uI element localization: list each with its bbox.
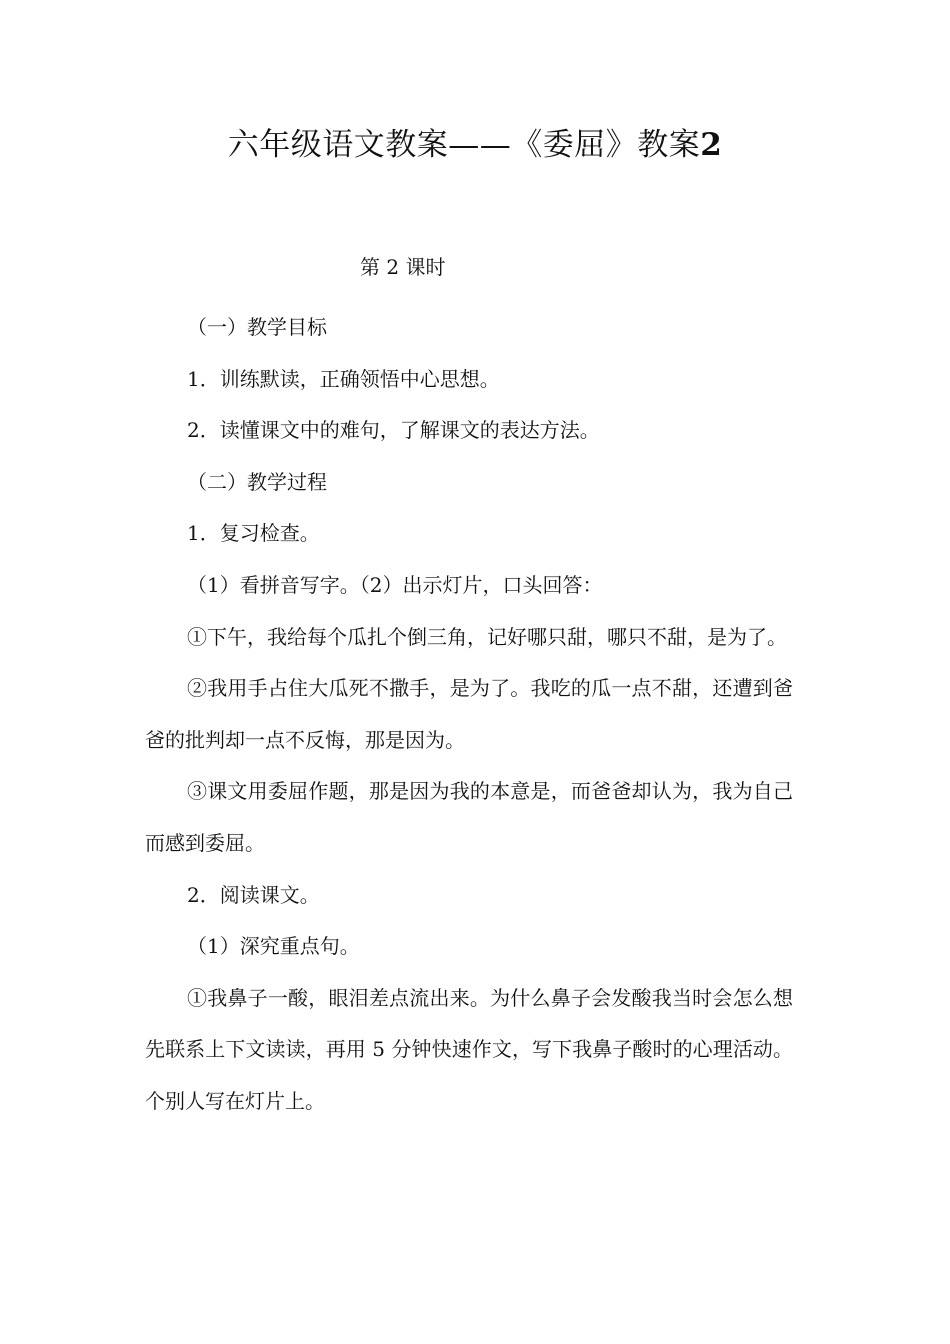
section-heading-objectives: （一）教学目标 (187, 315, 327, 339)
paragraph: ②我用手占住大瓜死不撒手，是为了。我吃的瓜一点不甜，还遭到爸爸的批判却一点不反悔，那是因为。 (145, 676, 793, 752)
paragraph: 1．复习检查。 (187, 521, 320, 546)
paragraph: 2．读懂课文中的难句，了解课文的表达方法。 (187, 418, 600, 443)
title-number: 2 (700, 127, 723, 163)
paragraph: ①我鼻子一酸，眼泪差点流出来。为什么鼻子会发酸我当时会怎么想先联系上下文读读，再用 5 分钟快速作文，写下我鼻子酸时的心理活动。个别人写在灯片上。 (145, 985, 793, 1113)
paragraph: 2．阅读课文。 (187, 882, 320, 907)
document-body (145, 302, 793, 1128)
paragraph: （1）看拼音写字。（2）出示灯片，口头回答： (187, 572, 603, 597)
paragraph: （1）深究重点句。 (187, 934, 360, 959)
section-heading-process: （二）教学过程 (187, 469, 327, 494)
paragraph: ①下午，我给每个瓜扎个倒三角，记好哪只甜，哪只不甜，是为了。 (187, 624, 787, 649)
title-text: 六年级语文教案——《委屈》教案 (227, 127, 701, 163)
lesson-heading: 第 2 课时 (360, 255, 446, 279)
paragraph: ③课文用委屈作题，那是因为我的本意是，而爸爸却认为，我为自己而感到委屈。 (145, 779, 793, 855)
document-title (0, 122, 950, 168)
paragraph: 1．训练默读，正确领悟中心思想。 (187, 366, 500, 391)
